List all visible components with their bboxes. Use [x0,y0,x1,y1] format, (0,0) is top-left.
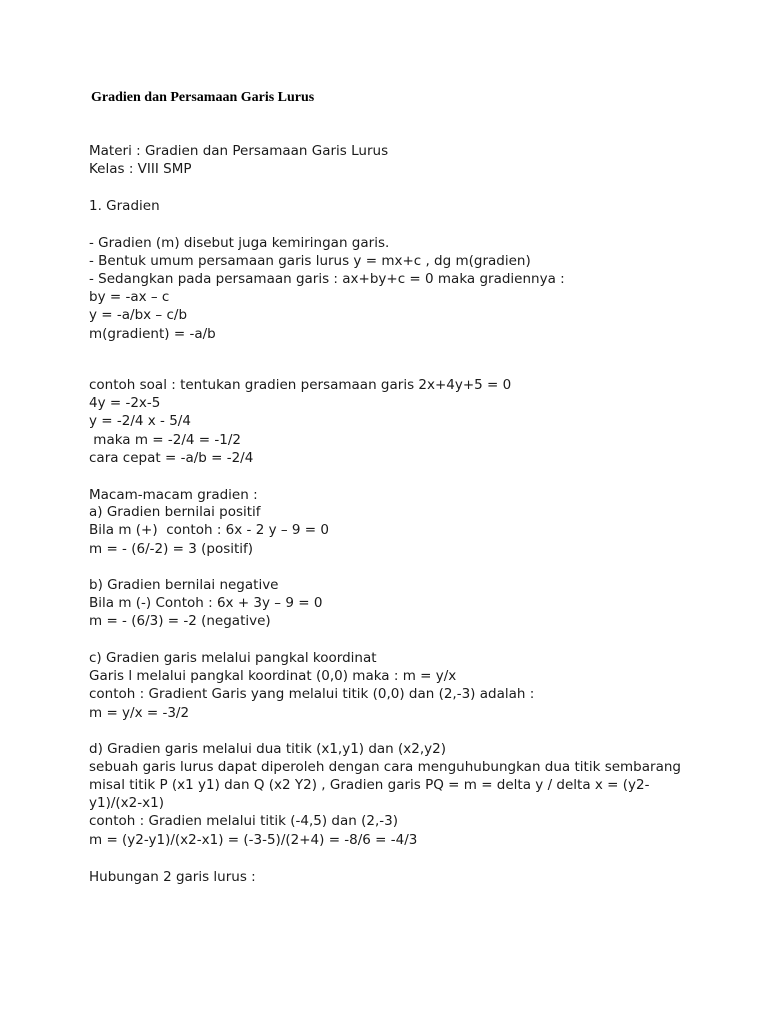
formula-line: y = -a/bx – c/b [89,307,188,323]
text-line: - Bentuk umum persamaan garis lurus y = mx+c , dg m(gradien) [89,253,531,269]
text-line: sebuah garis lurus dapat diperoleh dengan cara menguhubungkan dua titik sembarang [89,759,681,775]
text-line: Macam-macam gradien : [89,487,258,503]
formula-line: m = (y2-y1)/(x2-x1) = (-3-5)/(2+4) = -8/6 = -4/3 [89,832,418,848]
section-heading: 1. Gradien [89,198,160,214]
text-line: c) Gradien garis melalui pangkal koordinat [89,650,377,666]
text-line: contoh : Gradient Garis yang melalui titik (0,0) dan (2,-3) adalah : [89,686,535,702]
text-line: misal titik P (x1 y1) dan Q (x2 Y2) , Gradien garis PQ = m = delta y / delta x = (y2- [89,777,650,793]
formula-line: by = -ax – c [89,289,170,305]
document-title: Gradien dan Persamaan Garis Lurus [91,90,315,105]
text-line: y1)/(x2-x1) [89,795,164,811]
text-line: Bila m (-) Contoh : 6x + 3y – 9 = 0 [89,595,323,611]
text-line: contoh soal : tentukan gradien persamaan garis 2x+4y+5 = 0 [89,377,512,393]
formula-line: y = -2/4 x - 5/4 [89,413,191,429]
text-line: Kelas : VIII SMP [89,161,192,177]
text-line: contoh : Gradien melalui titik (-4,5) dan (2,-3) [89,813,398,829]
text-line: Hubungan 2 garis lurus : [89,869,256,885]
text-line: b) Gradien bernilai negative [89,577,279,593]
formula-line: m = y/x = -3/2 [89,705,190,721]
formula-line: m = - (6/-2) = 3 (positif) [89,541,254,557]
formula-line: maka m = -2/4 = -1/2 [89,432,241,448]
text-line: d) Gradien garis melalui dua titik (x1,y1) dan (x2,y2) [89,741,447,757]
text-line: Bila m (+) contoh : 6x - 2 y – 9 = 0 [89,522,329,538]
text-line: - Gradien (m) disebut juga kemiringan garis. [89,235,390,251]
formula-line: 4y = -2x-5 [89,395,161,411]
formula-line: m(gradient) = -a/b [89,326,216,342]
text-line: Garis l melalui pangkal koordinat (0,0) maka : m = y/x [89,668,457,684]
text-line: - Sedangkan pada persamaan garis : ax+by+c = 0 maka gradiennya : [89,271,565,287]
formula-line: m = - (6/3) = -2 (negative) [89,613,271,629]
text-line: Materi : Gradien dan Persamaan Garis Lurus [89,143,389,159]
formula-line: cara cepat = -a/b = -2/4 [89,450,254,466]
text-line: a) Gradien bernilai positif [89,504,261,520]
